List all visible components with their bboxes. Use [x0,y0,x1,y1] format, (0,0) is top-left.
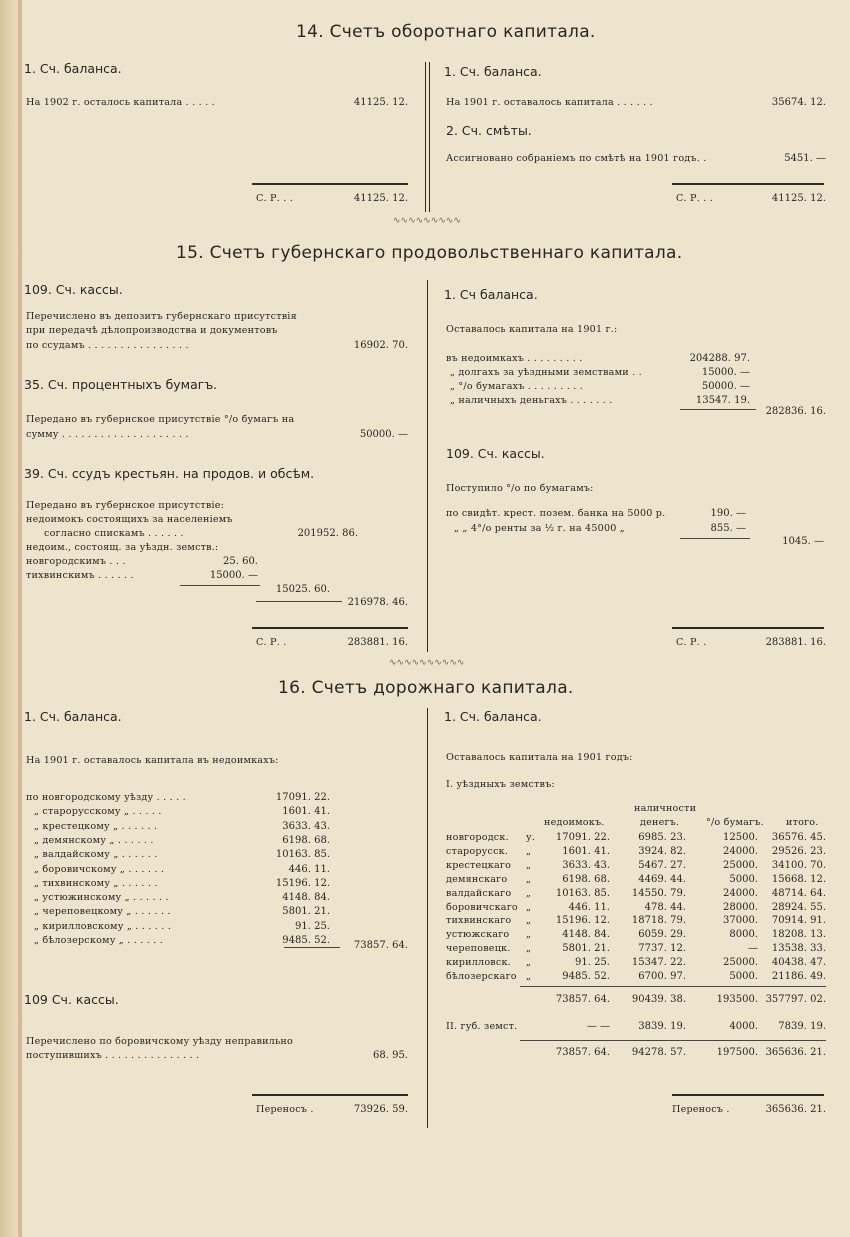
table-row-name: новгородск. [446,832,509,843]
s14-right-text-1: На 1901 г. оставалось капитала . . . . . . [446,97,653,108]
table-row-name: валдайскаго [446,887,512,899]
table-row-mark: „ [526,901,532,913]
s15-r-row-2-value: 15000. — [701,367,750,378]
table-cell-b: 3924. 82. [638,845,686,857]
table-cell-a: 10163. 85. [555,887,610,899]
table-cell-a: 446. 11. [568,901,610,913]
s16-r-sum2-c: 197500. [716,1047,758,1058]
table-cell-a: 9485. 52. [562,971,610,982]
s15-r-row-4: „ наличныхъ деньгахъ . . . . . . . [450,395,613,406]
s15-r-heading-2: 109. Сч. кассы. [446,446,545,461]
s15-r-sr: С. Р. . [676,637,707,648]
s14-left-sr: С. Р. . . [256,193,293,204]
list-item-label: „ валдайскому „ . . . . . . [34,849,158,861]
table-cell-c: 12500. [723,832,758,843]
s16-r-gub-name: II. губ. земст. [446,1021,518,1032]
table-cell-a: 3633. 43. [562,859,610,871]
s14-right-value-1: 35674. 12. [771,97,826,108]
s15-r-text-2a: по свидѣт. крест. позем. банка на 5000 р. [446,508,666,519]
table-cell-c: 5000. [729,971,758,982]
s16-l-text-2a: Перечислено по боровичскому уѣзду неправильно [26,1036,293,1047]
table-cell-a: 4148. 84. [562,929,610,941]
s16-r-sum2-b: 94278. 57. [631,1047,686,1058]
s16-r-sum-rule-2 [520,1040,826,1041]
table-cell-c: 8000. [729,929,758,941]
s15-l-heading-2: 35. Сч. процентныхъ бумагъ. [24,377,218,392]
table-cell-d: 36576. 45. [771,832,826,843]
s16-r-colhead-b: денегъ. [640,817,680,828]
s15-l-sr-value: 283881. 16. [347,637,408,648]
s15-l-text-3b: недоимокъ состоящихъ за населеніемъ [26,514,233,525]
s15-l-text-1a: Перечислено въ депозитъ губернскаго присутствія [26,311,297,322]
table-cell-d: 29526. 23. [771,845,826,857]
table-cell-a: 17091. 22. [555,832,610,843]
section-16-divider [427,708,428,1128]
list-item-value: 17091. 22. [275,792,330,803]
list-item-value: 91. 25. [295,920,330,932]
s15-r-row-1: въ недоимкахъ . . . . . . . . . [446,353,583,364]
table-cell-b: 14550. 79. [631,887,686,899]
table-cell-b: 5467. 27. [638,859,686,871]
s15-l-value-3c: 201952. 86. [297,528,358,539]
s15-r-row-3-value: 50000. — [701,381,750,392]
s15-l-text-3c: согласно спискамъ . . . . . . [44,528,184,539]
s15-r-row-3: „ °/о бумагахъ . . . . . . . . . [450,381,584,392]
section-14-divider [425,62,426,212]
s16-r-heading-1: 1. Сч. баланса. [444,709,542,724]
s15-l-value-1: 16902. 70. [353,340,408,351]
s16-r-gub-a: — — [586,1021,610,1032]
table-cell-d: 13538. 33. [771,943,826,955]
table-row-name: демянскаго [446,873,508,885]
s15-r-row-4-value: 13547. 19. [695,395,750,406]
s15-l-text-3a: Передано въ губернское присутствіе: [26,500,225,511]
list-item-value: 446. 11. [288,863,330,875]
s15-l-text-2a: Передано въ губернское присутствіе °/о бумагъ на [26,414,295,425]
table-row-mark: у. [526,832,536,843]
table-cell-d: 15668. 12. [771,873,826,885]
s16-r-sum2-a: 73857. 64. [555,1047,610,1058]
ornament-1: ∿∿∿∿∿∿∿∿∿ [393,216,461,226]
list-item-label: „ демянскому „ . . . . . . [34,834,154,846]
table-cell-a: 91. 25. [575,957,610,969]
s16-r-carry: Переносъ . [672,1104,730,1115]
table-row-name: крестецкаго [446,859,512,871]
table-row-name: кирилловск. [446,957,511,969]
table-row-mark: „ [526,887,532,899]
s15-r-row-1-value: 204288. 97. [689,353,750,364]
s16-l-text-1: На 1901 г. оставалось капитала въ недоимкахъ: [26,755,279,766]
s15-r-value-2: 1045. — [782,536,824,547]
table-cell-a: 15196. 12. [555,915,610,927]
list-item-label: „ кирилловскому „ . . . . . . [34,920,171,932]
table-row-mark: „ [526,957,532,969]
section-14-title: 14. Счетъ оборотнаго капитала. [296,22,596,42]
binding-stripe [18,0,22,1237]
section-16-title: 16. Счетъ дорожнаго капитала. [278,678,574,698]
s16-r-text-2: I. уѣздныхъ земствъ: [446,779,555,790]
s16-r-sum1-c: 193500. [716,994,758,1005]
table-cell-b: 7737. 12. [638,943,686,955]
section-14-divider-2 [429,62,430,212]
s15-l-value-3g: 15025. 60. [275,584,330,595]
s15-r-value-2b: 855. — [710,523,746,534]
list-item-value: 3633. 43. [282,820,330,832]
table-row-mark: „ [526,845,532,857]
s15-r-value-2a: 190. — [710,508,746,519]
s16-r-text-1: Оставалось капитала на 1901 годъ: [446,752,633,763]
table-cell-d: 21186. 49. [771,971,826,982]
s14-left-rule [252,183,408,185]
s16-r-rule [672,1094,824,1096]
table-row-mark: „ [526,915,532,927]
table-cell-b: 478. 44. [644,901,686,913]
table-cell-d: 40438. 47. [771,957,826,969]
table-cell-d: 18208. 13. [771,929,826,941]
s16-r-colhead-top: наличности [634,803,697,814]
table-cell-b: 6059. 29. [638,929,686,941]
s14-left-heading: 1. Сч. баланса. [24,61,122,76]
section-15-title: 15. Счетъ губернскаго продовольственнаго капитала. [176,243,683,263]
s16-l-heading-2: 109 Сч. кассы. [24,992,119,1007]
table-cell-b: 15347. 22. [631,957,686,969]
list-item-label: „ старорусскому „ . . . . . [34,806,162,818]
table-cell-a: 1601. 41. [562,845,610,857]
list-item-value: 10163. 85. [275,849,330,861]
list-item-label: по новгородскому уѣзду . . . . . [26,792,186,803]
list-item-value: 15196. 12. [275,877,330,889]
s15-r-value-1: 282836. 16. [765,406,826,417]
s15-r-subtotal-rule-2 [680,538,750,539]
s14-right-value-2: 5451. — [784,153,826,164]
table-cell-b: 4469. 44. [638,873,686,885]
list-item-label: „ боровичскому „ . . . . . . [34,863,165,875]
s15-r-heading-1: 1. Сч баланса. [444,287,538,302]
list-item-label: „ устюжинскому „ . . . . . . [34,892,169,904]
s15-l-subtotal-rule-2 [256,601,342,602]
s16-l-subtotal-rule [284,947,340,948]
s16-r-colhead-a: недоимокъ. [544,817,605,828]
s16-r-sum2-d: 365636. 21. [765,1047,826,1058]
table-cell-c: 24000. [723,845,758,857]
table-cell-c: 25000. [723,859,758,871]
table-row-name: боровичскаго [446,901,518,913]
s15-l-value-3e: 25. 60. [223,556,258,567]
s14-left-sr-value: 41125. 12. [353,193,408,204]
s15-r-subtotal-rule-1 [680,409,756,410]
table-cell-b: 6985. 23. [638,832,686,843]
s15-l-text-3d: недоим., состоящ. за уѣздн. земств.: [26,542,219,553]
table-cell-c: 5000. [729,873,758,885]
s16-r-sum1-a: 73857. 64. [555,994,610,1005]
table-cell-c: 28000. [723,901,758,913]
s15-l-subtotal-rule-1 [180,585,260,586]
table-row-name: тихвинскаго [446,915,512,927]
s15-l-value-3f: 15000. — [209,570,258,581]
table-row-name: старорусск. [446,845,509,857]
s15-r-text-2: Поступило °/о по бумагамъ: [446,483,594,494]
s16-l-value-2: 68. 95. [373,1050,408,1061]
list-item-label: „ череповецкому „ . . . . . . [34,906,171,918]
s15-l-text-3f: тихвинскимъ . . . . . . [26,570,134,581]
s15-l-sr: С. Р. . [256,637,287,648]
list-item-label: „ тихвинскому „ . . . . . . [34,877,158,889]
table-row-name: устюжскаго [446,929,510,941]
s16-r-colhead-c: °/о бумагъ. [706,817,764,828]
s16-r-sum-rule-1 [520,986,826,987]
s15-l-text-1c: по ссудамъ . . . . . . . . . . . . . . . . [26,340,189,351]
list-item-label: „ бѣлозерскому „ . . . . . . [34,935,163,946]
s16-r-sum1-d: 357797. 02. [765,994,826,1005]
table-cell-c: 37000. [723,915,758,927]
table-row-mark: „ [526,859,532,871]
table-cell-b: 6700. 97. [638,971,686,982]
s14-left-text: На 1902 г. осталось капитала . . . . . [26,97,215,108]
s16-r-colhead-d: итого. [786,817,819,828]
list-item-value: 9485. 52. [282,935,330,946]
s14-left-value: 41125. 12. [353,97,408,108]
list-item-value: 1601. 41. [282,806,330,818]
s14-right-sr-value: 41125. 12. [771,193,826,204]
s15-r-sr-value: 283881. 16. [765,637,826,648]
s16-r-sum1-b: 90439. 38. [631,994,686,1005]
table-cell-c: — [748,943,758,955]
table-row-name: череповецк. [446,943,511,955]
s14-right-heading-1: 1. Сч. баланса. [444,64,542,79]
table-cell-d: 70914. 91. [771,915,826,927]
s16-l-text-2b: поступившихъ . . . . . . . . . . . . . . . [26,1050,200,1061]
s14-right-text-2: Ассигновано собраніемъ по смѣтѣ на 1901 годъ. . [446,153,707,164]
s15-r-text-2b: „ „ 4°/о ренты за ½ г. на 45000 „ [454,523,625,534]
table-row-mark: „ [526,943,532,955]
s15-l-text-3e: новгородскимъ . . . [26,556,126,567]
table-row-mark: „ [526,929,532,941]
table-cell-d: 28924. 55. [771,901,826,913]
s16-l-rule [252,1094,408,1096]
s16-r-gub-d: 7839. 19. [778,1021,826,1032]
list-item-value: 6198. 68. [282,834,330,846]
table-cell-d: 34100. 70. [771,859,826,871]
s15-l-heading-1: 109. Сч. кассы. [24,282,123,297]
s15-r-row-2: „ долгахъ за уѣздными земствами . . [450,367,642,378]
s15-l-text-1b: при передачѣ дѣлопроизводства и документовъ [26,325,278,336]
s15-l-value-2: 50000. — [359,429,408,440]
s16-r-carry-value: 365636. 21. [765,1104,826,1115]
s15-r-text-1: Оставалось капитала на 1901 г.: [446,324,618,335]
s16-l-heading-1: 1. Сч. баланса. [24,709,122,724]
s16-r-gub-b: 3839. 19. [638,1021,686,1032]
table-row-mark: „ [526,873,532,885]
table-cell-a: 6198. 68. [562,873,610,885]
s14-right-heading-2: 2. Сч. смѣты. [446,123,532,138]
s16-l-value-1: 73857. 64. [353,940,408,951]
table-cell-c: 25000. [723,957,758,969]
list-item-value: 4148. 84. [282,892,330,904]
table-cell-b: 18718. 79. [631,915,686,927]
s15-l-heading-3: 39. Сч. ссудъ крестьян. на продов. и обсѣм. [24,466,315,481]
s15-l-value-3h: 216978. 46. [347,597,408,608]
table-row-mark: „ [526,971,532,982]
list-item-value: 5801. 21. [282,906,330,918]
table-cell-a: 5801. 21. [562,943,610,955]
list-item-label: „ крестецкому „ . . . . . . [34,820,158,832]
s15-l-rule [252,627,408,629]
s15-r-rule [672,627,824,629]
table-cell-c: 24000. [723,887,758,899]
s16-l-carry-value: 73926. 59. [353,1104,408,1115]
s14-right-rule [672,183,824,185]
table-row-name: бѣлозерскаго [446,971,517,982]
section-15-divider [427,280,428,652]
s16-l-carry: Переносъ . [256,1104,314,1115]
s14-right-sr: С. Р. . . [676,193,713,204]
ornament-2: ∿∿∿∿∿∿∿∿∿∿ [389,658,465,668]
table-cell-d: 48714. 64. [771,887,826,899]
s16-r-gub-c: 4000. [729,1021,758,1032]
s15-l-text-2b: сумму . . . . . . . . . . . . . . . . . . . . [26,429,189,440]
